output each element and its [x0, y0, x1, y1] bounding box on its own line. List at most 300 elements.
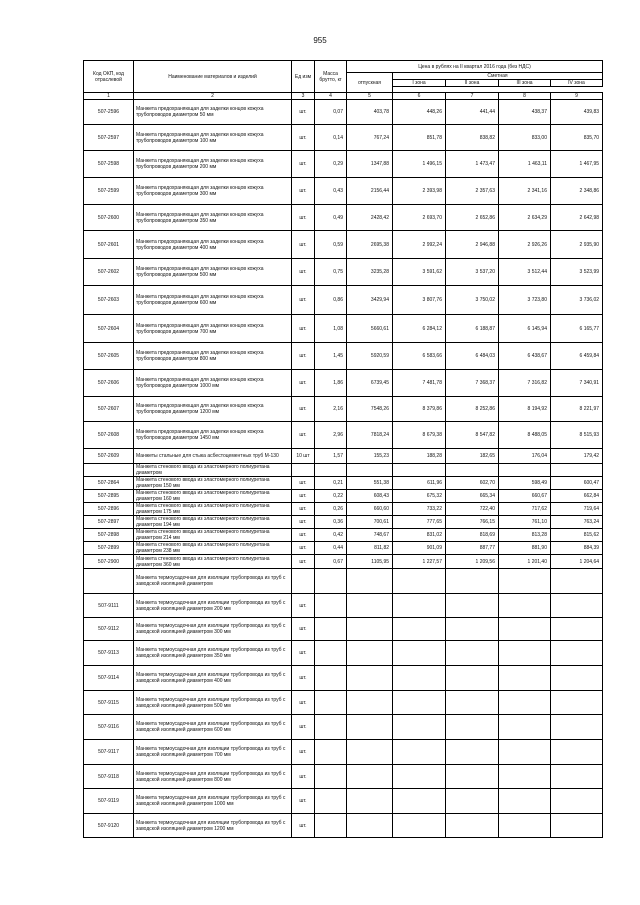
- cell-zone-1-price: 777,65: [393, 516, 446, 529]
- cell-zone-3-price: 1 463,11: [499, 151, 551, 178]
- cell-unit: [292, 464, 315, 477]
- cell-name: Манжета стенового ввода из эластомерного полиуретана диаметром 238 мм: [134, 542, 292, 555]
- cell-name: Манжета термоусадочная для изоляции трубопровода из труб с заводской изоляцией диаметром 350 мм: [134, 641, 292, 666]
- cell-zone-3-price: 2 634,29: [499, 205, 551, 231]
- table-row: [84, 205, 603, 231]
- cell-zone-4-price: 8 515,93: [551, 422, 603, 449]
- cell-retail-price: [347, 569, 393, 594]
- cell-unit: шт.: [292, 315, 315, 343]
- cell-zone-1-price: 3 591,62: [393, 259, 446, 286]
- cell-zone-3-price: [499, 569, 551, 594]
- cell-zone-2-price: 887,77: [446, 542, 499, 555]
- cell-retail-price: 551,38: [347, 477, 393, 490]
- cell-zone-3-price: [499, 789, 551, 814]
- table-body: [84, 100, 603, 838]
- cell-zone-2-price: 6 188,87: [446, 315, 499, 343]
- cell-retail-price: 7548,26: [347, 397, 393, 422]
- cell-unit: шт.: [292, 100, 315, 125]
- cell-unit: [292, 569, 315, 594]
- table-header: [84, 61, 603, 100]
- table-row: [84, 529, 603, 542]
- cell-code: 507-2609: [84, 449, 134, 464]
- cell-unit: шт.: [292, 259, 315, 286]
- table-row: [84, 315, 603, 343]
- cell-retail-price: 403,78: [347, 100, 393, 125]
- column-number-row: [84, 93, 603, 100]
- cell-zone-2-price: [446, 641, 499, 666]
- cell-mass: 0,75: [315, 259, 347, 286]
- cell-zone-3-price: [499, 618, 551, 641]
- cell-retail-price: 748,67: [347, 529, 393, 542]
- cell-code: 507-2604: [84, 315, 134, 343]
- cell-mass: 0,43: [315, 178, 347, 205]
- cell-code: 507-2900: [84, 555, 134, 569]
- cell-mass: 0,44: [315, 542, 347, 555]
- cell-zone-1-price: 6 284,12: [393, 315, 446, 343]
- header-unit: Ед изм: [292, 61, 315, 93]
- price-table: [83, 60, 603, 838]
- cell-retail-price: 2428,42: [347, 205, 393, 231]
- cell-zone-1-price: 3 807,76: [393, 286, 446, 315]
- cell-unit: шт.: [292, 789, 315, 814]
- header-price-group: Цена в рублях на II квартал 2016 года (без НДС): [347, 61, 603, 73]
- cell-zone-2-price: 441,44: [446, 100, 499, 125]
- table-row: [84, 569, 603, 594]
- cell-zone-2-price: 1 473,47: [446, 151, 499, 178]
- cell-code: 507-2602: [84, 259, 134, 286]
- cell-code: 507-9112: [84, 618, 134, 641]
- cell-name: Манжета стенового ввода из эластомерного полиуретана диаметром 160 мм: [134, 490, 292, 503]
- cell-zone-3-price: [499, 594, 551, 618]
- col-number: 5: [347, 93, 393, 100]
- cell-zone-2-price: [446, 740, 499, 765]
- cell-zone-2-price: [446, 666, 499, 691]
- table-row: [84, 594, 603, 618]
- table-row: [84, 100, 603, 125]
- cell-zone-3-price: 3 723,80: [499, 286, 551, 315]
- cell-zone-1-price: [393, 618, 446, 641]
- cell-code: 507-2606: [84, 370, 134, 397]
- cell-zone-1-price: 851,78: [393, 125, 446, 151]
- cell-zone-3-price: [499, 666, 551, 691]
- cell-retail-price: [347, 666, 393, 691]
- cell-retail-price: [347, 464, 393, 477]
- cell-mass: [315, 666, 347, 691]
- cell-zone-2-price: [446, 765, 499, 789]
- cell-zone-1-price: 2 992,24: [393, 231, 446, 259]
- cell-zone-3-price: 813,28: [499, 529, 551, 542]
- cell-zone-4-price: [551, 666, 603, 691]
- header-name: Наименование материалов и изделий: [134, 61, 292, 93]
- cell-retail-price: 2156,44: [347, 178, 393, 205]
- cell-mass: 0,14: [315, 125, 347, 151]
- cell-mass: [315, 765, 347, 789]
- cell-zone-2-price: 766,15: [446, 516, 499, 529]
- cell-zone-1-price: 448,26: [393, 100, 446, 125]
- cell-name: Манжета предохраняющая для заделки концов кожуха трубопроводов диаметром 1450 мм: [134, 422, 292, 449]
- cell-retail-price: [347, 765, 393, 789]
- cell-name: Манжета термоусадочная для изоляции трубопровода из труб с заводской изоляцией диаметром 300 мм: [134, 618, 292, 641]
- cell-zone-4-price: 3 736,02: [551, 286, 603, 315]
- col-number: 2: [134, 93, 292, 100]
- cell-unit: шт.: [292, 231, 315, 259]
- cell-name: Манжета стенового ввода из эластомерного полиуретана диаметром: [134, 464, 292, 477]
- cell-unit: шт.: [292, 286, 315, 315]
- cell-code: 507-2603: [84, 286, 134, 315]
- cell-zone-4-price: 2 935,90: [551, 231, 603, 259]
- col-number: 8: [499, 93, 551, 100]
- cell-retail-price: [347, 789, 393, 814]
- cell-code: 507-9120: [84, 814, 134, 838]
- cell-zone-1-price: [393, 814, 446, 838]
- cell-code: 507-9114: [84, 666, 134, 691]
- cell-code: 507-2597: [84, 125, 134, 151]
- cell-code: 507-9111: [84, 594, 134, 618]
- cell-mass: 0,86: [315, 286, 347, 315]
- cell-zone-1-price: 675,32: [393, 490, 446, 503]
- cell-zone-3-price: 881,90: [499, 542, 551, 555]
- cell-unit: шт.: [292, 178, 315, 205]
- cell-mass: 2,16: [315, 397, 347, 422]
- cell-zone-2-price: 7 368,37: [446, 370, 499, 397]
- cell-name: Манжета термоусадочная для изоляции трубопровода из труб с заводской изоляцией диаметром 1200 мм: [134, 814, 292, 838]
- cell-zone-1-price: 8 679,38: [393, 422, 446, 449]
- cell-mass: 0,29: [315, 151, 347, 178]
- cell-zone-2-price: 2 652,86: [446, 205, 499, 231]
- cell-retail-price: [347, 740, 393, 765]
- cell-zone-4-price: 1 204,64: [551, 555, 603, 569]
- cell-zone-2-price: [446, 691, 499, 715]
- cell-zone-3-price: 3 512,44: [499, 259, 551, 286]
- cell-zone-2-price: 2 946,88: [446, 231, 499, 259]
- cell-zone-4-price: 8 221,97: [551, 397, 603, 422]
- cell-zone-1-price: 1 227,57: [393, 555, 446, 569]
- cell-code: 507-2607: [84, 397, 134, 422]
- cell-name: Манжета стенового ввода из эластомерного полиуретана диаметром 150 мм: [134, 477, 292, 490]
- cell-mass: [315, 715, 347, 740]
- cell-zone-3-price: 7 316,82: [499, 370, 551, 397]
- cell-retail-price: [347, 641, 393, 666]
- cell-mass: 2,96: [315, 422, 347, 449]
- cell-name: Манжета предохраняющая для заделки концов кожуха трубопроводов диаметром 600 мм: [134, 286, 292, 315]
- table-row: [84, 666, 603, 691]
- cell-mass: [315, 691, 347, 715]
- cell-zone-4-price: 3 523,99: [551, 259, 603, 286]
- cell-code: 507-9117: [84, 740, 134, 765]
- cell-code: 507-9113: [84, 641, 134, 666]
- cell-name: Манжета термоусадочная для изоляции трубопровода из труб с заводской изоляцией диаметром 500 мм: [134, 691, 292, 715]
- cell-zone-4-price: 2 348,86: [551, 178, 603, 205]
- cell-unit: шт.: [292, 422, 315, 449]
- cell-zone-2-price: 665,34: [446, 490, 499, 503]
- cell-zone-4-price: 1 467,95: [551, 151, 603, 178]
- cell-zone-3-price: 717,62: [499, 503, 551, 516]
- table-row: [84, 542, 603, 555]
- cell-retail-price: 811,82: [347, 542, 393, 555]
- cell-mass: [315, 594, 347, 618]
- cell-mass: 0,36: [315, 516, 347, 529]
- cell-name: Манжета предохраняющая для заделки концов кожуха трубопроводов диаметром 50 мм: [134, 100, 292, 125]
- cell-zone-4-price: [551, 569, 603, 594]
- col-number: 3: [292, 93, 315, 100]
- cell-code: 507-2897: [84, 516, 134, 529]
- cell-retail-price: 767,24: [347, 125, 393, 151]
- cell-zone-4-price: [551, 594, 603, 618]
- cell-name: Манжета предохраняющая для заделки концов кожуха трубопроводов диаметром 500 мм: [134, 259, 292, 286]
- cell-unit: шт.: [292, 151, 315, 178]
- cell-mass: [315, 740, 347, 765]
- cell-zone-4-price: 884,39: [551, 542, 603, 555]
- table-row: [84, 464, 603, 477]
- cell-zone-2-price: 182,65: [446, 449, 499, 464]
- col-number: 4: [315, 93, 347, 100]
- cell-code: 507-2895: [84, 490, 134, 503]
- table-row: [84, 259, 603, 286]
- cell-mass: 0,67: [315, 555, 347, 569]
- cell-code: 507-9115: [84, 691, 134, 715]
- cell-mass: [315, 814, 347, 838]
- header-zone-4: IV зона: [551, 80, 603, 87]
- cell-zone-1-price: [393, 641, 446, 666]
- cell-unit: шт.: [292, 691, 315, 715]
- cell-retail-price: 3235,28: [347, 259, 393, 286]
- table-row: [84, 397, 603, 422]
- cell-zone-3-price: 2 341,16: [499, 178, 551, 205]
- cell-retail-price: 155,23: [347, 449, 393, 464]
- col-number: 9: [551, 93, 603, 100]
- cell-zone-2-price: 3 750,02: [446, 286, 499, 315]
- cell-zone-1-price: [393, 691, 446, 715]
- cell-zone-2-price: 818,69: [446, 529, 499, 542]
- cell-zone-1-price: 2 393,98: [393, 178, 446, 205]
- cell-retail-price: [347, 691, 393, 715]
- cell-code: 507-2898: [84, 529, 134, 542]
- cell-name: Манжета стенового ввода из эластомерного полиуретана диаметром 175 мм: [134, 503, 292, 516]
- cell-zone-1-price: [393, 464, 446, 477]
- table-row: [84, 422, 603, 449]
- col-number: 1: [84, 93, 134, 100]
- cell-zone-1-price: 6 583,66: [393, 343, 446, 370]
- cell-mass: 0,26: [315, 503, 347, 516]
- cell-retail-price: 5920,59: [347, 343, 393, 370]
- cell-code: 507-2899: [84, 542, 134, 555]
- cell-zone-1-price: 8 379,86: [393, 397, 446, 422]
- table-row: [84, 343, 603, 370]
- table-row: [84, 691, 603, 715]
- cell-name: Манжета термоусадочная для изоляции трубопровода из труб с заводской изоляцией диаметром 600 мм: [134, 715, 292, 740]
- cell-zone-4-price: 719,64: [551, 503, 603, 516]
- cell-name: Манжета предохраняющая для заделки концов кожуха трубопроводов диаметром 400 мм: [134, 231, 292, 259]
- cell-code: 507-2608: [84, 422, 134, 449]
- cell-mass: [315, 618, 347, 641]
- cell-zone-2-price: [446, 569, 499, 594]
- cell-code: 507-2605: [84, 343, 134, 370]
- cell-zone-3-price: [499, 765, 551, 789]
- cell-zone-4-price: 763,24: [551, 516, 603, 529]
- cell-zone-3-price: 8 488,05: [499, 422, 551, 449]
- cell-mass: 0,21: [315, 477, 347, 490]
- cell-name: Манжета стенового ввода из эластомерного полиуретана диаметром 194 мм: [134, 516, 292, 529]
- table-row: [84, 449, 603, 464]
- cell-name: Манжета термоусадочная для изоляции трубопровода из труб с заводской изоляцией диаметром 800 мм: [134, 765, 292, 789]
- table-row: [84, 178, 603, 205]
- cell-unit: шт.: [292, 594, 315, 618]
- cell-zone-3-price: 660,67: [499, 490, 551, 503]
- cell-zone-4-price: 835,70: [551, 125, 603, 151]
- cell-unit: шт.: [292, 666, 315, 691]
- cell-unit: 10 шт: [292, 449, 315, 464]
- cell-zone-4-price: [551, 740, 603, 765]
- table-row: [84, 789, 603, 814]
- cell-zone-4-price: [551, 641, 603, 666]
- cell-zone-2-price: 3 537,20: [446, 259, 499, 286]
- cell-retail-price: [347, 715, 393, 740]
- cell-zone-4-price: 6 459,84: [551, 343, 603, 370]
- cell-zone-2-price: 1 209,56: [446, 555, 499, 569]
- cell-zone-4-price: 2 642,98: [551, 205, 603, 231]
- cell-zone-4-price: [551, 789, 603, 814]
- cell-mass: 0,22: [315, 490, 347, 503]
- cell-zone-4-price: [551, 715, 603, 740]
- cell-zone-3-price: [499, 814, 551, 838]
- cell-retail-price: [347, 594, 393, 618]
- cell-zone-2-price: [446, 618, 499, 641]
- cell-mass: 1,57: [315, 449, 347, 464]
- cell-zone-3-price: 6 438,67: [499, 343, 551, 370]
- cell-unit: шт.: [292, 343, 315, 370]
- table-row: [84, 740, 603, 765]
- cell-name: Манжеты стальные для стыка асбестоцементных труб М-130: [134, 449, 292, 464]
- cell-zone-4-price: [551, 618, 603, 641]
- cell-zone-2-price: [446, 594, 499, 618]
- cell-zone-3-price: 8 194,92: [499, 397, 551, 422]
- cell-code: 507-2864: [84, 477, 134, 490]
- cell-mass: 0,59: [315, 231, 347, 259]
- cell-zone-4-price: 179,42: [551, 449, 603, 464]
- table-row: [84, 618, 603, 641]
- cell-code: 507-2598: [84, 151, 134, 178]
- cell-zone-2-price: [446, 789, 499, 814]
- cell-zone-1-price: 188,28: [393, 449, 446, 464]
- cell-unit: шт.: [292, 765, 315, 789]
- cell-code: [84, 464, 134, 477]
- cell-zone-4-price: 815,62: [551, 529, 603, 542]
- table-row: [84, 555, 603, 569]
- cell-zone-1-price: [393, 789, 446, 814]
- header-retail: отпускная: [347, 73, 393, 93]
- cell-name: Манжета стенового ввода из эластомерного полиуретана диаметром 360 мм: [134, 555, 292, 569]
- cell-retail-price: 608,43: [347, 490, 393, 503]
- cell-zone-1-price: 733,22: [393, 503, 446, 516]
- table-row: [84, 765, 603, 789]
- cell-zone-4-price: 7 340,91: [551, 370, 603, 397]
- cell-zone-1-price: [393, 740, 446, 765]
- cell-zone-3-price: 598,49: [499, 477, 551, 490]
- cell-zone-2-price: 838,82: [446, 125, 499, 151]
- cell-code: [84, 569, 134, 594]
- cell-zone-1-price: 7 481,78: [393, 370, 446, 397]
- cell-mass: [315, 641, 347, 666]
- cell-unit: шт.: [292, 125, 315, 151]
- cell-zone-1-price: 901,09: [393, 542, 446, 555]
- header-code: Код ОКП, код отраслевой: [84, 61, 134, 93]
- cell-zone-3-price: 438,37: [499, 100, 551, 125]
- cell-retail-price: [347, 814, 393, 838]
- cell-zone-3-price: [499, 641, 551, 666]
- cell-zone-4-price: 6 165,77: [551, 315, 603, 343]
- col-number: 7: [446, 93, 499, 100]
- cell-retail-price: 2695,38: [347, 231, 393, 259]
- cell-zone-3-price: 2 926,26: [499, 231, 551, 259]
- cell-zone-3-price: 761,10: [499, 516, 551, 529]
- header-zone-3: III зона: [499, 80, 551, 87]
- cell-zone-4-price: 662,84: [551, 490, 603, 503]
- cell-name: Манжета предохраняющая для заделки концов кожуха трубопроводов диаметром 100 мм: [134, 125, 292, 151]
- cell-code: 507-9116: [84, 715, 134, 740]
- cell-zone-3-price: 176,04: [499, 449, 551, 464]
- cell-zone-4-price: 600,47: [551, 477, 603, 490]
- cell-zone-4-price: [551, 765, 603, 789]
- cell-zone-3-price: [499, 464, 551, 477]
- table-row: [84, 370, 603, 397]
- cell-mass: 0,42: [315, 529, 347, 542]
- header-zone-1: I зона: [393, 80, 446, 87]
- cell-zone-1-price: [393, 715, 446, 740]
- cell-retail-price: 700,61: [347, 516, 393, 529]
- cell-zone-3-price: [499, 740, 551, 765]
- cell-retail-price: [347, 618, 393, 641]
- header-mass: Масса брутто, кг: [315, 61, 347, 93]
- cell-retail-price: 660,60: [347, 503, 393, 516]
- cell-name: Манжета термоусадочная для изоляции трубопровода из труб с заводской изоляцией диаметром 200 мм: [134, 594, 292, 618]
- header-zone-2: II зона: [446, 80, 499, 87]
- cell-zone-1-price: [393, 765, 446, 789]
- table-row: [84, 125, 603, 151]
- cell-unit: шт.: [292, 740, 315, 765]
- cell-retail-price: 1105,95: [347, 555, 393, 569]
- cell-name: Манжета предохраняющая для заделки концов кожуха трубопроводов диаметром 700 мм: [134, 315, 292, 343]
- cell-zone-2-price: 722,40: [446, 503, 499, 516]
- cell-unit: шт.: [292, 370, 315, 397]
- cell-unit: шт.: [292, 618, 315, 641]
- cell-mass: [315, 569, 347, 594]
- table-row: [84, 490, 603, 503]
- cell-name: Манжета предохраняющая для заделки концов кожуха трубопроводов диаметром 200 мм: [134, 151, 292, 178]
- cell-unit: шт.: [292, 503, 315, 516]
- table-row: [84, 151, 603, 178]
- cell-unit: шт.: [292, 529, 315, 542]
- cell-mass: 1,86: [315, 370, 347, 397]
- cell-retail-price: 5660,61: [347, 315, 393, 343]
- cell-name: Манжета предохраняющая для заделки концов кожуха трубопроводов диаметром 300 мм: [134, 178, 292, 205]
- cell-zone-1-price: 2 693,70: [393, 205, 446, 231]
- cell-zone-2-price: 2 357,63: [446, 178, 499, 205]
- table-row: [84, 814, 603, 838]
- col-number: 6: [393, 93, 446, 100]
- cell-zone-2-price: 8 252,86: [446, 397, 499, 422]
- cell-unit: шт.: [292, 814, 315, 838]
- cell-zone-2-price: 8 547,82: [446, 422, 499, 449]
- cell-zone-2-price: [446, 464, 499, 477]
- cell-zone-4-price: [551, 814, 603, 838]
- cell-zone-1-price: 1 496,15: [393, 151, 446, 178]
- cell-zone-2-price: [446, 814, 499, 838]
- cell-retail-price: 7818,24: [347, 422, 393, 449]
- cell-unit: шт.: [292, 490, 315, 503]
- cell-zone-3-price: [499, 691, 551, 715]
- cell-zone-4-price: [551, 464, 603, 477]
- cell-zone-3-price: 1 201,40: [499, 555, 551, 569]
